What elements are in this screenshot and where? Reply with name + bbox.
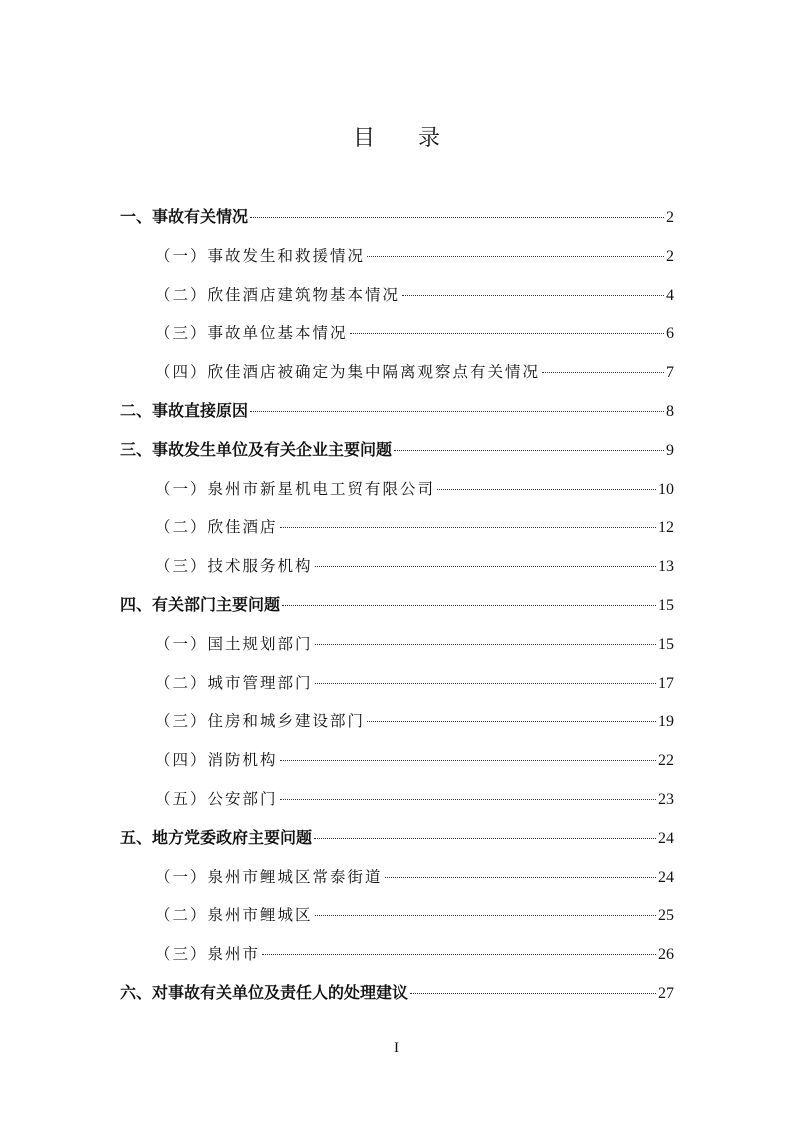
toc-entry-page-number: 7 [666,364,674,382]
toc-subsection-entry[interactable] [155,784,674,814]
toc-entry-page-number: 26 [658,946,674,964]
toc-dot-leader [250,217,664,218]
toc-entry-page-number: 24 [658,868,674,886]
toc-entry-label: （三）事故单位基本情况 [155,324,348,343]
toc-entry-label: （五）公安部门 [155,790,278,808]
toc-entry-label: 五、地方党委政府主要问题 [120,827,313,847]
toc-entry-label: （四）消防机构 [155,751,278,770]
toc-section-entry[interactable] [120,396,674,426]
toc-entry-label: 四、有关部门主要问题 [120,595,281,614]
toc-dot-leader [315,644,656,645]
toc-entry-page-number: 2 [666,247,674,265]
toc-dot-leader [282,605,656,606]
toc-entry-label: （二）欣佳酒店 [155,518,278,537]
toc-subsection-entry[interactable] [155,318,674,348]
toc-subsection-entry[interactable] [155,745,674,775]
toc-entry-page-number: 27 [658,985,674,1002]
toc-entry-page-number: 19 [658,713,674,731]
toc-entry-label: 三、事故发生单位及有关企业主要问题 [120,439,393,459]
toc-entry-label: 二、事故直接原因 [120,401,249,420]
toc-entry-label: （四）欣佳酒店被确定为集中隔离观察点有关情况 [155,363,541,382]
toc-entry-label: （二）欣佳酒店建筑物基本情况 [155,285,401,304]
toc-entry-label: （一）国土规划部门 [155,634,313,653]
toc-dot-leader [315,566,656,567]
toc-dot-leader [437,489,656,490]
toc-subsection-entry[interactable] [155,668,674,698]
toc-dot-leader [314,838,656,839]
toc-subsection-entry[interactable] [155,241,674,271]
toc-dot-leader [367,721,656,722]
toc-entry-label: （三）技术服务机构 [155,557,313,576]
toc-title: 目 录 [353,126,458,151]
toc-dot-leader [250,411,664,412]
toc-entry-label: （二）城市管理部门 [155,673,313,692]
toc-entry-label: （三）住房和城乡建设部门 [155,712,366,731]
page-number: I [394,1040,399,1056]
toc-entry-page-number: 9 [666,441,674,459]
toc-entry-page-number: 13 [658,558,674,576]
toc-dot-leader [280,760,656,761]
toc-entry-page-number: 12 [658,519,674,537]
toc-section-entry[interactable] [120,823,674,853]
toc-subsection-entry[interactable] [155,280,674,310]
toc-section-entry[interactable] [120,590,674,620]
toc-dot-leader [262,954,656,955]
toc-dot-leader [367,256,664,257]
toc-dot-leader [280,527,656,528]
toc-entry-page-number: 15 [658,597,674,614]
toc-entry-page-number: 15 [658,635,674,653]
toc-subsection-entry[interactable] [155,939,674,969]
toc-dot-leader [402,295,664,296]
toc-entry-label: 一、事故有关情况 [120,207,249,226]
toc-entry-page-number: 6 [666,325,674,343]
toc-dot-leader [394,450,664,451]
toc-entry-label: （二）泉州市鲤城区 [155,906,313,925]
toc-entry-label: （一）事故发生和救援情况 [155,246,366,265]
toc-subsection-entry[interactable] [155,551,674,581]
toc-entry-page-number: 22 [658,752,674,770]
toc-entry-page-number: 4 [666,286,674,304]
toc-subsection-entry[interactable] [155,862,674,892]
toc-subsection-entry[interactable] [155,629,674,659]
toc-entry-page-number: 2 [666,209,674,226]
toc-subsection-entry[interactable] [155,357,674,387]
toc-section-entry[interactable] [120,978,674,1008]
toc-subsection-entry[interactable] [155,900,674,930]
toc-dot-leader [280,799,656,800]
toc-entry-label: （三）泉州市 [155,945,261,964]
toc-entry-page-number: 25 [658,907,674,925]
toc-dot-leader [385,877,656,878]
toc-subsection-entry[interactable] [155,474,674,504]
toc-entry-page-number: 23 [658,791,674,808]
toc-entry-page-number: 24 [658,829,674,847]
toc-dot-leader [350,333,664,334]
toc-dot-leader [315,683,656,684]
toc-entry-page-number: 17 [658,674,674,692]
toc-dot-leader [410,993,656,994]
toc-dot-leader [542,372,664,373]
toc-entry-label: （一）泉州市鲤城区常泰街道 [155,867,383,886]
toc-subsection-entry[interactable] [155,512,674,542]
toc-entry-page-number: 8 [666,403,674,420]
toc-entry-page-number: 10 [658,480,674,498]
toc-section-entry[interactable] [120,435,674,465]
toc-entry-label: 六、对事故有关单位及责任人的处理建议 [120,983,409,1002]
toc-section-entry[interactable] [120,202,674,232]
toc-subsection-entry[interactable] [155,706,674,736]
toc-entry-label: （一）泉州市新星机电工贸有限公司 [155,479,436,498]
toc-dot-leader [315,915,656,916]
